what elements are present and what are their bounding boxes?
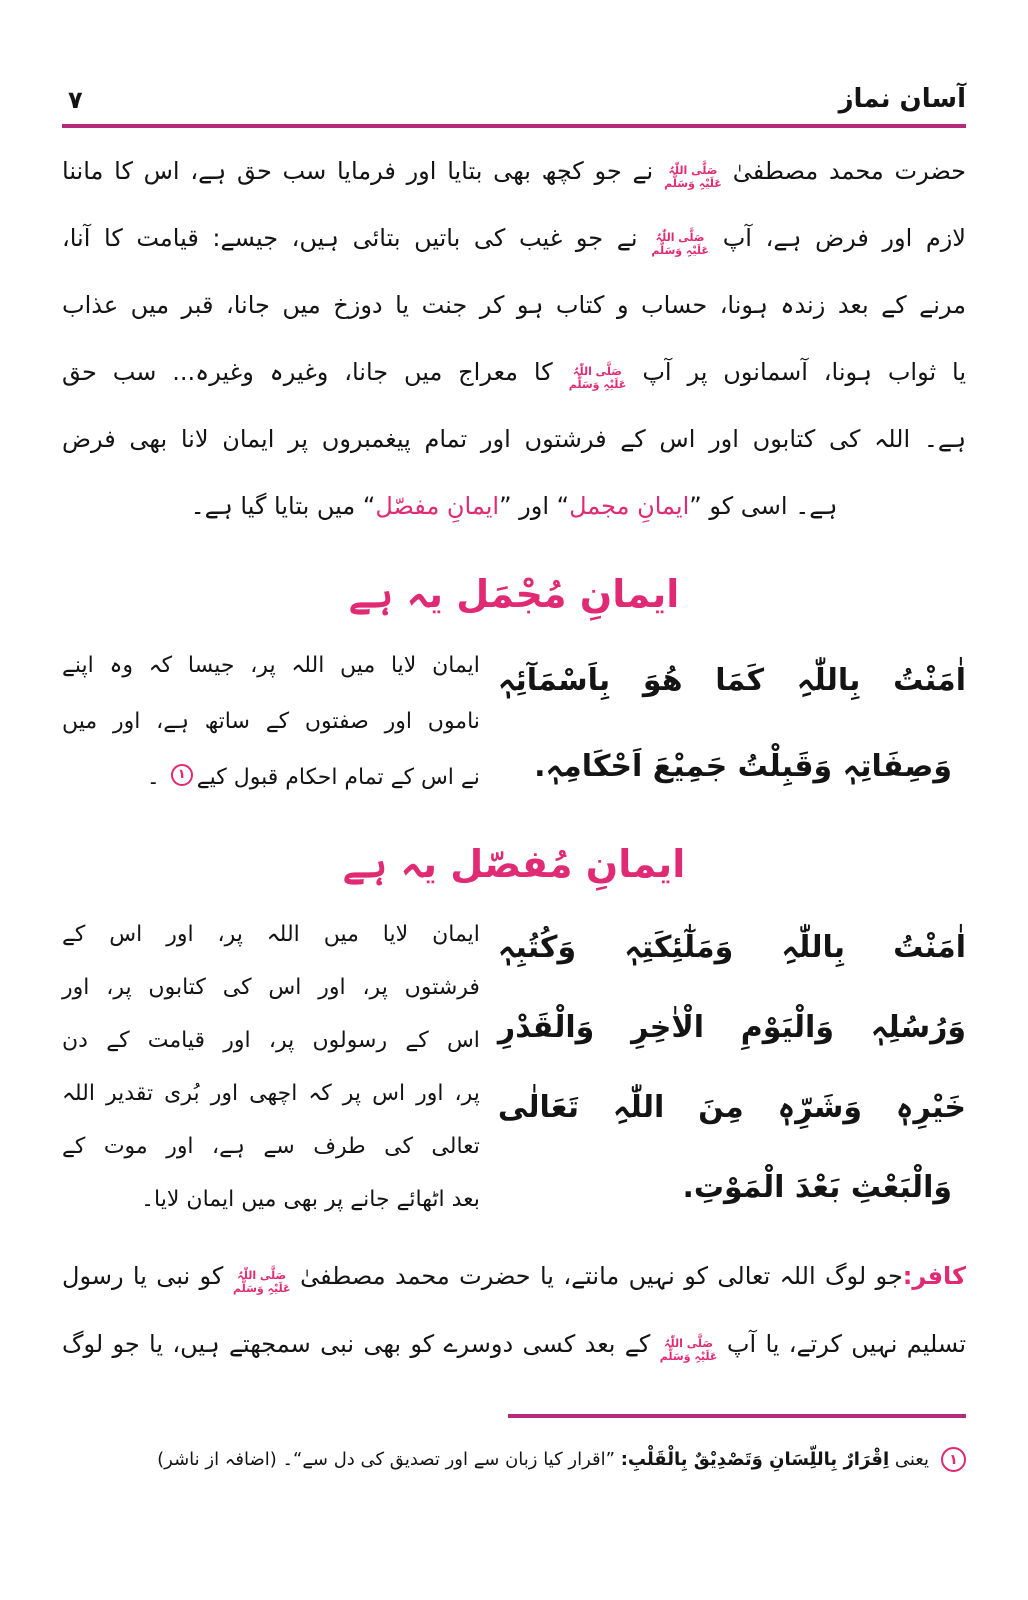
header-divider bbox=[62, 124, 966, 128]
text-line: اٰمَنْتُ بِاللّٰہِ کَمَا ھُوَ بِاَسْمَآئِہٖ bbox=[497, 663, 966, 698]
text-segment: کے بعد کسی دوسرے کو بھی نبی سمجھتے ہیں، یا جو لوگ bbox=[62, 1330, 660, 1358]
text-segment: تسلیم نہیں کرتے، یا آپ bbox=[717, 1330, 967, 1358]
text-line: پر، اور اس پر کہ اچھی اور بُری تقدیر اللہ bbox=[62, 1081, 480, 1106]
text-line bbox=[62, 1310, 966, 1378]
arabic-text-block bbox=[498, 908, 966, 1228]
text-segment: ایمانِ مجمل bbox=[569, 492, 690, 520]
salawat-seal: صَلَّی اللّٰہُ عَلَیْہِ وَسَلَّم bbox=[659, 1336, 718, 1363]
text-segment: ”اقرار کیا زبان سے اور تصدیق کی دل سے“۔ (اضافہ از ناشر) bbox=[157, 1449, 621, 1470]
salawat-seal: صَلَّی اللّٰہُ عَلَیْہِ وَسَلَّم bbox=[664, 163, 722, 190]
arabic-text-block bbox=[498, 638, 966, 810]
text-segment: حضرت محمد مصطفیٰ bbox=[721, 157, 966, 185]
footnote-reference: ۱ bbox=[171, 764, 193, 786]
section-heading-iman-mufassal: ایمانِ مُفصّل یہ ہے bbox=[342, 842, 686, 886]
text-segment: ہے۔ اسی کو ” bbox=[689, 492, 838, 520]
iman-mufassal-section bbox=[62, 908, 966, 1228]
kafir-paragraph bbox=[62, 1242, 966, 1378]
text-segment: کافر: bbox=[902, 1262, 967, 1290]
text-segment: کا معراج میں جانا، وغیرہ وغیرہ... سب حق bbox=[62, 358, 569, 386]
text-line bbox=[62, 406, 966, 473]
text-segment: ناموں اور صفتوں کے ساتھ ہے، اور میں bbox=[62, 709, 480, 734]
text-line: اٰمَنْتُ بِاللّٰہِ وَمَلٰٓئِکَتِہٖ وَکُتُبِہٖ bbox=[497, 930, 966, 965]
text-line: تعالی کی طرف سے ہے، اور موت کے bbox=[62, 1134, 480, 1159]
text-line bbox=[62, 1242, 966, 1310]
iman-mujmal-section bbox=[62, 638, 966, 810]
text-segment: یا ثواب ہونا، آسمانوں پر آپ bbox=[626, 358, 967, 386]
text-segment: ہے۔ اللہ کی کتابوں اور اس کے فرشتوں اور تمام پیغمبروں پر ایمان لانا بھی فرض bbox=[62, 425, 966, 453]
text-segment: جو لوگ اللہ تعالی کو نہیں مانتے، یا حضرت محمد مصطفیٰ bbox=[290, 1262, 903, 1290]
text-line: اس کے رسولوں پر، اور قیامت کے دن bbox=[62, 1028, 480, 1053]
text-line: خَیْرِہٖ وَشَرِّہٖ مِنَ اللّٰہِ تَعَالٰی bbox=[497, 1090, 966, 1125]
text-line bbox=[62, 694, 480, 750]
text-segment: مرنے کے بعد زندہ ہونا، حساب و کتاب ہو کر جنت یا دوزخ میں جانا، قبر میں عذاب bbox=[62, 291, 966, 319]
text-segment: نے اس کے تمام احکام قبول کیے bbox=[196, 765, 480, 790]
text-segment: ۔ bbox=[146, 765, 167, 790]
intro-paragraph bbox=[62, 138, 966, 540]
text-segment: لازم اور فرض ہے، آپ bbox=[709, 224, 966, 252]
text-line: ایمان لایا میں اللہ پر، اور اس کے bbox=[62, 922, 480, 947]
footnote-marker: ۱ bbox=[941, 1447, 966, 1472]
footnote bbox=[62, 1444, 966, 1475]
salawat-seal: صَلَّی اللّٰہُ عَلَیْہِ وَسَلَّم bbox=[651, 230, 709, 257]
text-line bbox=[62, 750, 480, 806]
text-segment: نے جو غیب کی باتیں بتائی ہیں، جیسے: قیامت کا آنا، bbox=[62, 224, 652, 252]
text-line bbox=[62, 138, 966, 205]
text-line bbox=[62, 339, 966, 406]
footnote-text bbox=[157, 1444, 929, 1475]
text-line bbox=[62, 473, 966, 540]
text-line bbox=[62, 205, 966, 272]
text-line bbox=[157, 1444, 929, 1475]
text-segment: اِقْرَارٌ بِاللِّسَانِ وَتَصْدِیْقٌ بِالْقَلْبِ: bbox=[620, 1449, 890, 1470]
text-segment: یعنی bbox=[889, 1449, 929, 1470]
text-line: وَصِفَاتِہٖ وَقَبِلْتُ جَمِیْعَ اَحْکَامِہٖ. bbox=[534, 749, 952, 784]
text-line: فرشتوں پر، اور اس کی کتابوں پر، اور bbox=[62, 975, 480, 1000]
text-segment: ایمانِ مفصّل bbox=[375, 492, 500, 520]
text-line bbox=[62, 272, 966, 339]
text-line bbox=[62, 638, 480, 694]
text-segment: کو نبی یا رسول bbox=[62, 1262, 233, 1290]
text-segment: “ اور ” bbox=[499, 492, 570, 520]
text-line: بعد اٹھائے جانے پر بھی میں ایمان لایا۔ bbox=[141, 1187, 480, 1212]
page-header bbox=[62, 0, 966, 114]
text-segment: “ میں بتایا گیا ہے۔ bbox=[190, 492, 376, 520]
text-segment: ایمان لایا میں اللہ پر، جیسا کہ وہ اپنے bbox=[62, 653, 480, 678]
page-number: ۷ bbox=[68, 86, 83, 114]
salawat-seal: صَلَّی اللّٰہُ عَلَیْہِ وَسَلَّم bbox=[568, 364, 627, 391]
footnote-divider bbox=[508, 1414, 966, 1418]
section-heading-iman-mujmal: ایمانِ مُجْمَل یہ ہے bbox=[348, 572, 680, 616]
urdu-translation-block bbox=[62, 908, 480, 1228]
text-segment: نے جو کچھ بھی بتایا اور فرمایا سب حق ہے، اس کا ماننا bbox=[62, 157, 664, 185]
text-line: وَرُسُلِہٖ وَالْیَوْمِ الْاٰخِرِ وَالْقَدْرِ bbox=[497, 1010, 966, 1045]
text-line: وَالْبَعْثِ بَعْدَ الْمَوْتِ. bbox=[682, 1170, 952, 1205]
book-title: آسان نماز bbox=[838, 84, 966, 114]
salawat-seal: صَلَّی اللّٰہُ عَلَیْہِ وَسَلَّم bbox=[232, 1268, 291, 1295]
urdu-translation-block bbox=[62, 638, 480, 810]
